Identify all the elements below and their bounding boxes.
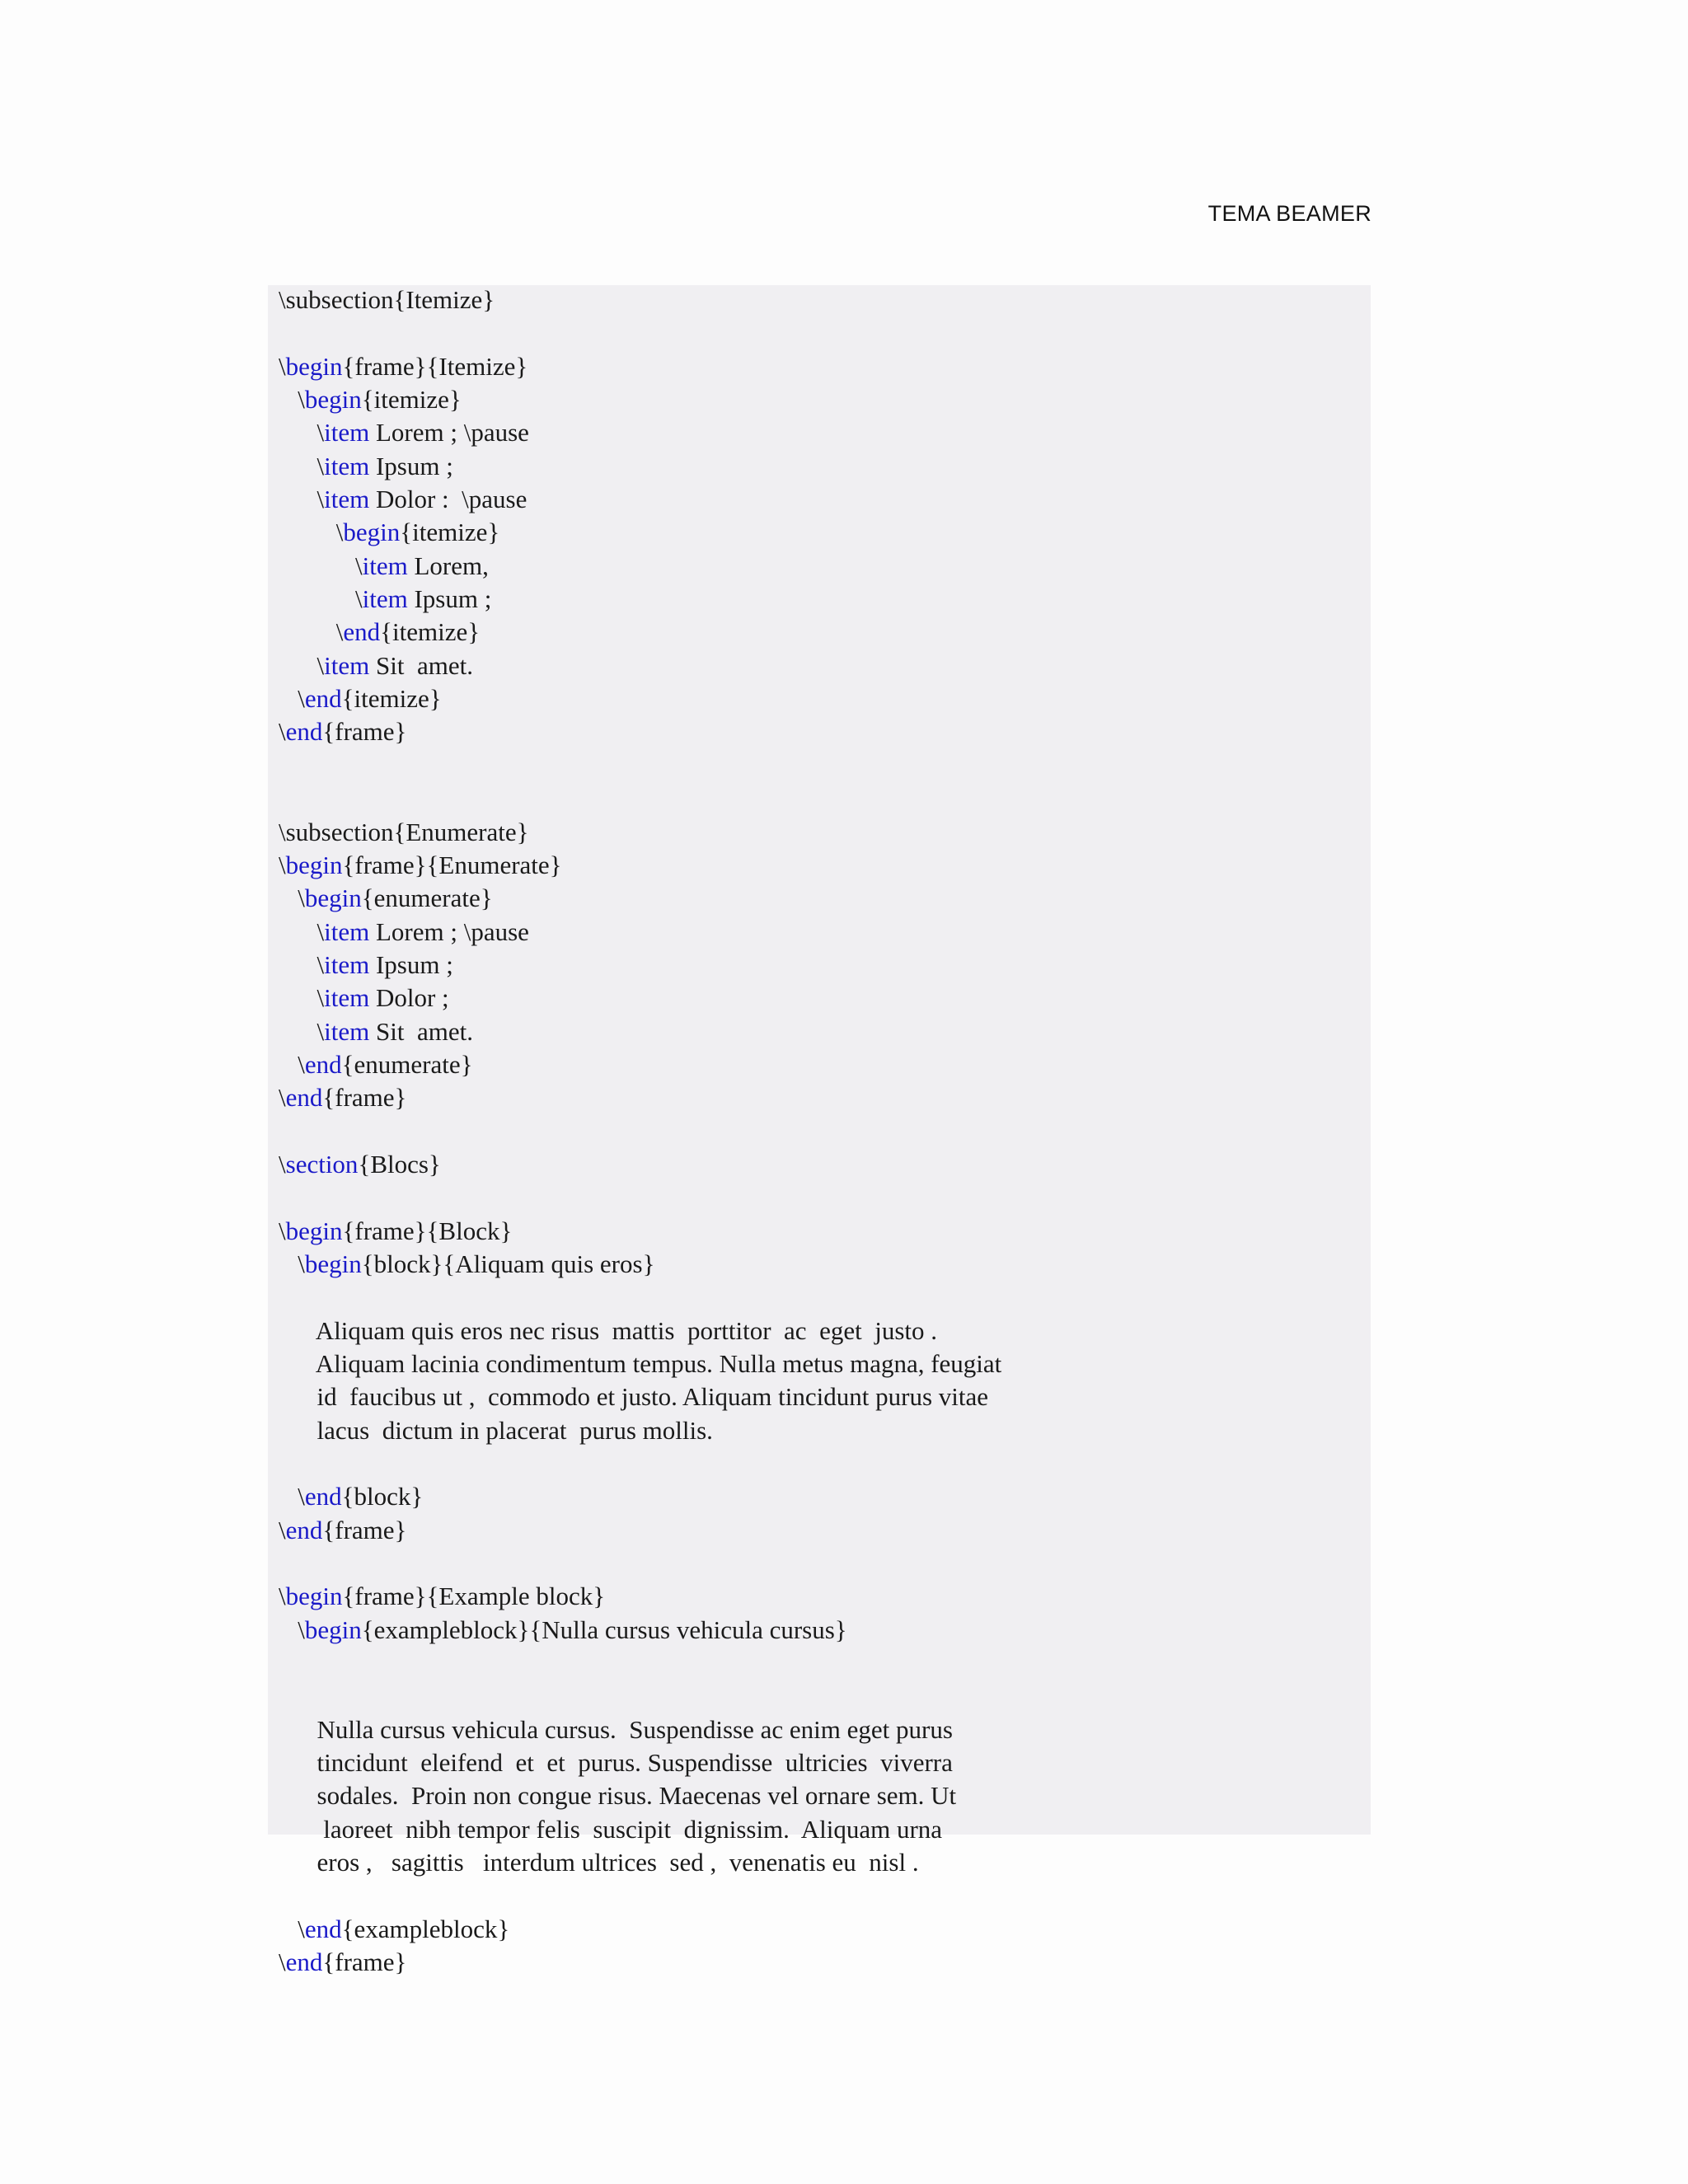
code-text: {itemize} (400, 518, 500, 547)
code-line (279, 1380, 1371, 1413)
code-text: lacus dictum in placerat purus mollis. (279, 1415, 713, 1445)
code-text: {frame} (322, 1515, 407, 1544)
code-text: Sit amet. (369, 650, 473, 680)
code-line (279, 949, 1371, 982)
code-line (279, 816, 1371, 849)
code-line (279, 1680, 1371, 1713)
code-text: Lorem ; \pause (369, 418, 529, 448)
code-keyword: begin (285, 1216, 343, 1245)
code-text: \ (279, 883, 305, 913)
code-line (279, 1846, 1371, 1879)
code-keyword: item (324, 418, 370, 448)
code-line (279, 583, 1371, 616)
code-text: \ (279, 451, 325, 480)
code-line (279, 1647, 1371, 1680)
code-text: Ipsum ; (369, 949, 453, 979)
code-keyword: end (304, 684, 342, 714)
code-text: tincidunt eleifend et et purus. Suspendisse ultricies viverra (279, 1748, 953, 1778)
code-text: Dolor ; (369, 983, 449, 1013)
code-text: {itemize} (341, 684, 442, 714)
code-text: Ipsum ; (369, 451, 453, 480)
code-line (279, 916, 1371, 949)
code-line (279, 550, 1371, 583)
code-text: \ (279, 684, 305, 714)
code-line (279, 782, 1371, 815)
code-keyword: item (362, 551, 408, 580)
code-text: \ (279, 518, 344, 547)
code-line (279, 882, 1371, 915)
code-text: {frame}{Example block} (342, 1582, 606, 1611)
code-listing (268, 285, 1371, 1977)
code-text: Sit amet. (369, 1016, 473, 1046)
code-text: \subsection{Itemize} (279, 285, 495, 314)
code-text: {block}{Aliquam quis eros} (361, 1249, 655, 1278)
code-text: eros , sagittis interdum ultrices sed , venenatis eu nisl . (279, 1848, 919, 1877)
code-keyword: item (324, 451, 370, 480)
code-text: \ (279, 1083, 286, 1113)
code-line (279, 982, 1371, 1015)
code-line (279, 1514, 1371, 1547)
code-text: \ (279, 485, 325, 514)
code-keyword: item (324, 949, 370, 979)
code-text: Ipsum ; (407, 584, 492, 614)
code-text: \ (279, 1016, 325, 1046)
code-keyword: begin (285, 850, 343, 879)
code-text: {itemize} (380, 617, 481, 647)
code-keyword: section (285, 1149, 359, 1179)
code-keyword: end (343, 617, 381, 647)
code-line (279, 1281, 1371, 1314)
code-line (279, 483, 1371, 516)
code-line (279, 316, 1371, 349)
code-text: {itemize} (361, 385, 462, 415)
code-line (279, 1048, 1371, 1081)
code-line (279, 1215, 1371, 1248)
code-line (279, 1614, 1371, 1647)
code-keyword: end (285, 717, 323, 747)
code-keyword: end (285, 1947, 323, 1977)
code-text: Aliquam lacinia condimentum tempus. Nulla metus magna, feugiat (279, 1349, 1002, 1378)
code-line (279, 1081, 1371, 1114)
code-line (279, 1480, 1371, 1513)
code-keyword: item (362, 584, 408, 614)
code-line (279, 383, 1371, 416)
code-keyword: item (324, 1016, 370, 1046)
code-text: \ (279, 1582, 286, 1611)
code-text: \ (279, 1249, 305, 1278)
code-line (279, 1447, 1371, 1480)
code-keyword: begin (285, 1582, 343, 1611)
code-text: \ (279, 949, 325, 979)
code-text: Dolor : \pause (369, 485, 528, 514)
code-line (279, 1913, 1371, 1946)
code-text: \ (279, 1615, 305, 1644)
code-line (279, 1713, 1371, 1746)
code-text: \ (279, 1216, 286, 1245)
code-text: {frame}{Enumerate} (342, 850, 562, 879)
code-keyword: begin (304, 1249, 362, 1278)
code-text: {exampleblock}{Nulla cursus vehicula cursus} (361, 1615, 847, 1644)
code-text: \ (279, 650, 325, 680)
code-text: \ (279, 385, 305, 415)
code-line (279, 1580, 1371, 1613)
code-line (279, 749, 1371, 782)
code-text: laoreet nibh tempor felis suscipit dignissim. Aliquam urna (279, 1814, 943, 1844)
code-line (279, 1181, 1371, 1214)
code-line (279, 1946, 1371, 1979)
code-line (279, 1813, 1371, 1846)
code-line (279, 516, 1371, 549)
code-text: \ (279, 983, 325, 1013)
code-text: \ (279, 717, 286, 747)
code-text: \subsection{Enumerate} (279, 817, 529, 846)
code-text: \ (279, 418, 325, 448)
code-keyword: item (324, 485, 370, 514)
code-line (279, 682, 1371, 715)
code-text: {exampleblock} (341, 1914, 510, 1943)
code-text: \ (279, 617, 344, 647)
code-line (279, 1779, 1371, 1812)
code-text: \ (279, 1482, 305, 1511)
code-line (279, 1347, 1371, 1380)
page-header-title: TEMA BEAMER (1207, 201, 1372, 226)
code-text: \ (279, 1515, 286, 1544)
code-text: Lorem ; \pause (369, 916, 529, 946)
code-keyword: begin (343, 518, 401, 547)
code-text: \ (279, 551, 363, 580)
code-keyword: end (285, 1083, 323, 1113)
code-text: \ (279, 584, 363, 614)
code-text: \ (279, 1149, 286, 1179)
code-text: \ (279, 1914, 305, 1943)
code-keyword: end (304, 1914, 342, 1943)
code-line (279, 1315, 1371, 1347)
code-text: {enumerate} (361, 883, 493, 913)
code-text: sodales. Proin non congue risus. Maecenas vel ornare sem. Ut (279, 1781, 957, 1811)
code-keyword: end (304, 1482, 342, 1511)
code-text: id faucibus ut , commodo et justo. Aliquam tincidunt purus vitae (279, 1382, 989, 1412)
code-text: \ (279, 1049, 305, 1079)
code-line (279, 1746, 1371, 1779)
code-line (279, 416, 1371, 449)
code-text: {Blocs} (358, 1149, 441, 1179)
code-keyword: begin (304, 883, 362, 913)
code-text: Nulla cursus vehicula cursus. Suspendisse ac enim eget purus (279, 1714, 953, 1744)
code-line (279, 1015, 1371, 1048)
code-keyword: end (304, 1049, 342, 1079)
code-keyword: end (285, 1515, 323, 1544)
code-keyword: item (324, 916, 370, 946)
code-line (279, 616, 1371, 649)
code-text: {frame}{Block} (342, 1216, 513, 1245)
code-text: \ (279, 1947, 286, 1977)
code-text: \ (279, 850, 286, 879)
code-keyword: begin (304, 385, 362, 415)
code-line (279, 1414, 1371, 1447)
code-text: \ (279, 351, 286, 381)
code-line (279, 1115, 1371, 1148)
code-keyword: begin (304, 1615, 362, 1644)
code-keyword: begin (285, 351, 343, 381)
code-line (279, 284, 1371, 316)
code-text: Lorem, (407, 551, 489, 580)
code-text: {block} (341, 1482, 424, 1511)
code-line (279, 649, 1371, 682)
code-text: {frame} (322, 1083, 407, 1113)
code-line (279, 450, 1371, 483)
code-line (279, 1148, 1371, 1181)
code-text: {frame}{Itemize} (342, 351, 528, 381)
code-keyword: item (324, 650, 370, 680)
code-line (279, 715, 1371, 748)
code-line (279, 350, 1371, 383)
code-keyword: item (324, 983, 370, 1013)
code-text: {enumerate} (341, 1049, 473, 1079)
code-text: {frame} (322, 1947, 407, 1977)
code-line (279, 849, 1371, 882)
code-line (279, 1248, 1371, 1281)
code-text: Aliquam quis eros nec risus mattis porttitor ac eget justo . (279, 1315, 937, 1345)
code-line (279, 1880, 1371, 1913)
code-text: \ (279, 916, 325, 946)
code-line (279, 1547, 1371, 1580)
code-text: {frame} (322, 717, 407, 747)
